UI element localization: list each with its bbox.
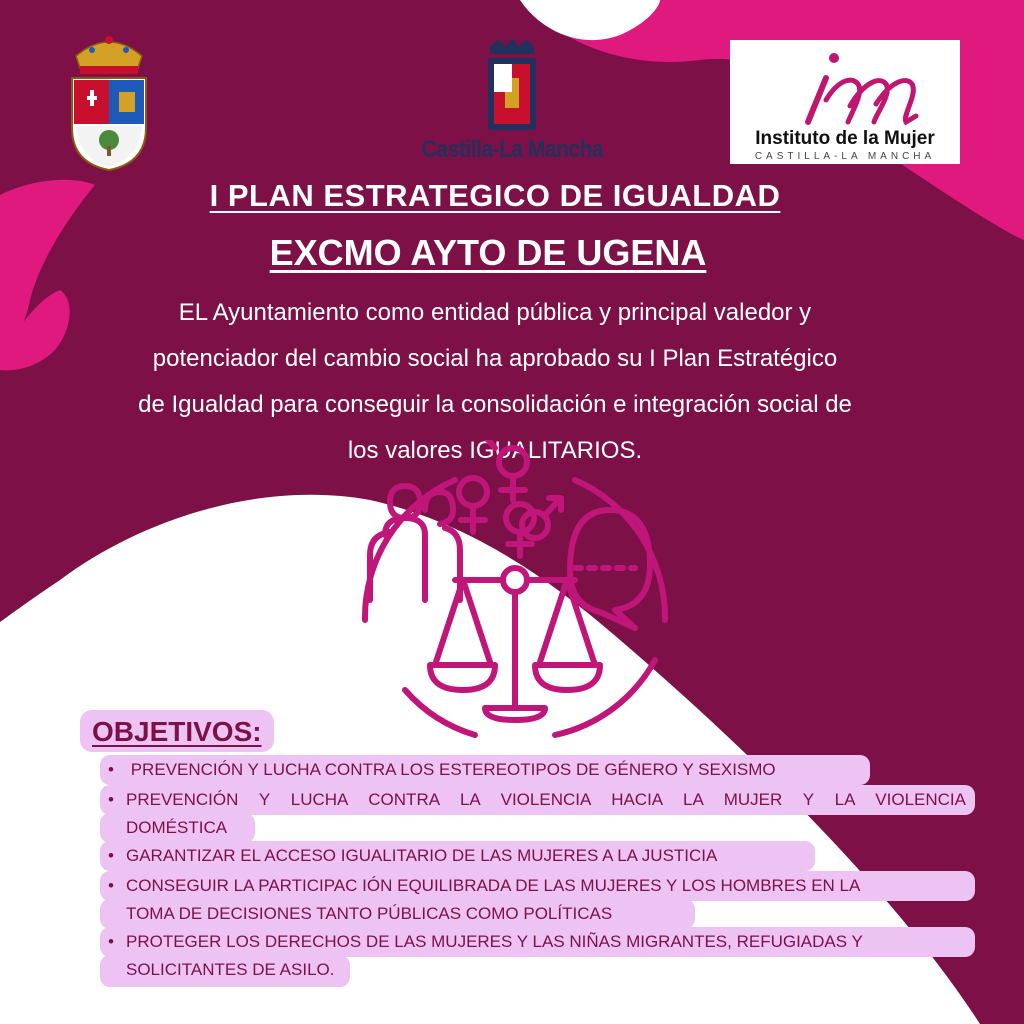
objetivo-item [100, 785, 975, 843]
objetivo-text: DOMÉSTICA [126, 818, 228, 837]
equality-scales-icon [345, 440, 685, 740]
instituto-subtitle: CASTILLA-LA MANCHA [754, 151, 936, 162]
objetivo-text: PREVENCIÓN Y LUCHA CONTRA LA VIOLENCIA HACIA LA MUJER Y LA VIOLENCIA [126, 790, 966, 809]
objetivo-item [100, 927, 975, 989]
bullet: • [108, 760, 114, 779]
page-title: I PLAN ESTRATEGICO DE IGUALDAD [209, 178, 781, 213]
objetivo-text: TOMA DE DECISIONES TANTO PÚBLICAS COMO POLÍTICAS [126, 904, 613, 923]
intro-line: de Igualdad para conseguir la consolidación e integración social de [138, 391, 852, 418]
intro-line: potenciador del cambio social ha aprobado su I Plan Estratégico [152, 345, 838, 372]
bullet: • [108, 932, 114, 951]
objetivo-text: CONSEGUIR LA PARTICIPAC IÓN EQUILIBRADA DE LAS MUJERES Y LOS HOMBRES EN LA [126, 876, 861, 895]
objetivo-text: PREVENCIÓN Y LUCHA CONTRA LOS ESTEREOTIPOS DE GÉNERO Y SEXISMO [126, 760, 776, 779]
coat-of-arms-icon [64, 28, 154, 173]
bullet: • [108, 790, 114, 809]
page-subtitle: EXCMO AYTO DE UGENA [269, 232, 707, 273]
im-mark-icon [730, 40, 960, 128]
objetivo-text: GARANTIZAR EL ACCESO IGUALITARIO DE LAS MUJERES A LA JUSTICIA [126, 846, 718, 865]
objetivo-text: PROTEGER LOS DERECHOS DE LAS MUJERES Y LAS NIÑAS MIGRANTES, REFUGIADAS Y [126, 932, 863, 951]
objetivo-text: SOLICITANTES DE ASILO. [126, 960, 335, 979]
objetivos-heading: OBJETIVOS: [80, 710, 274, 752]
bullet: • [108, 876, 114, 895]
objetivo-item [100, 871, 975, 929]
instituto-mujer-logo [730, 40, 960, 164]
objetivo-item [100, 755, 870, 785]
objetivo-item [100, 841, 815, 871]
instituto-name: Instituto de la Mujer [755, 128, 935, 149]
intro-line: EL Ayuntamiento como entidad pública y principal valedor y [178, 299, 812, 326]
bullet: • [108, 846, 114, 865]
intro-line: los valores IGUALITARIOS. [347, 437, 643, 464]
castilla-la-mancha-label: Castilla-La Mancha [421, 136, 604, 163]
